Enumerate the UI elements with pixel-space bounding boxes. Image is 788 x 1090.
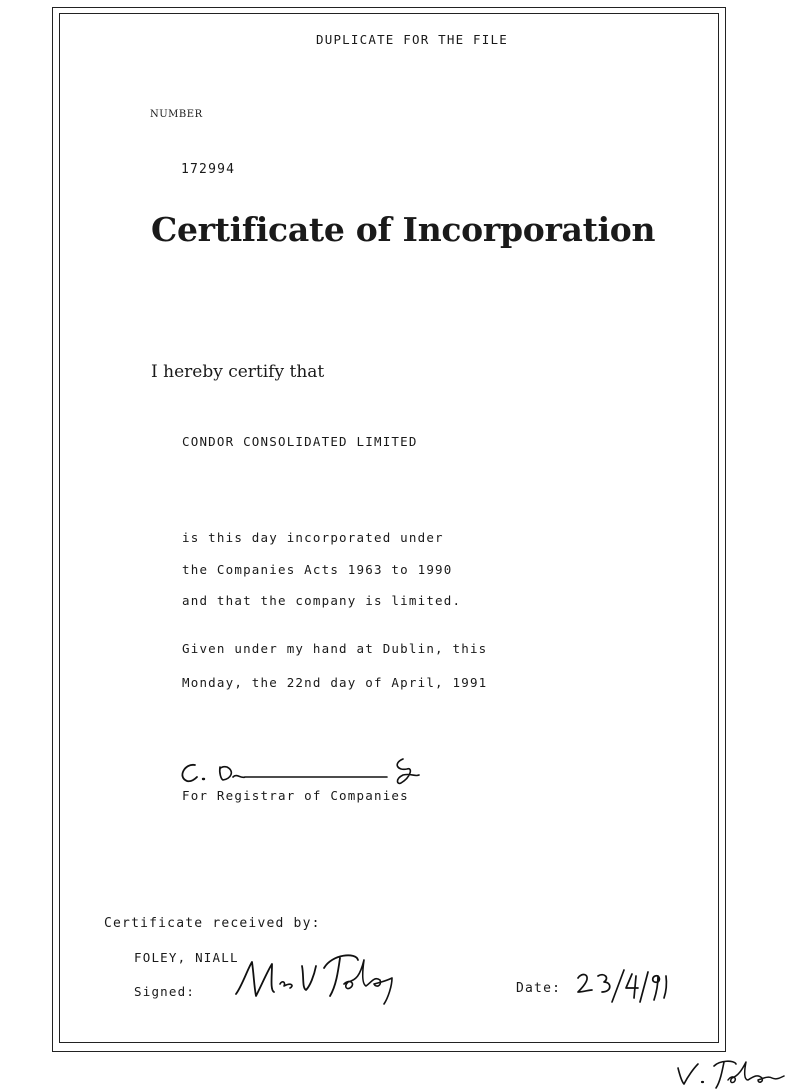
registrar-caption: For Registrar of Companies <box>182 788 409 803</box>
received-by-label: Certificate received by: <box>104 916 321 931</box>
date-label: Date: <box>516 981 562 996</box>
body-line: is this day incorporated under <box>182 530 444 545</box>
receiver-signature <box>232 946 402 1006</box>
company-name: CONDOR CONSOLIDATED LIMITED <box>182 434 418 449</box>
number-label: NUMBER <box>150 109 203 120</box>
inner-border <box>59 13 719 1043</box>
certify-line: I hereby certify that <box>151 362 325 382</box>
signed-label: Signed: <box>134 984 196 999</box>
body-line: and that the company is limited. <box>182 593 462 608</box>
receiver-name: FOLEY, NIALL <box>134 950 239 965</box>
registrar-signature <box>175 755 425 791</box>
body-line: Monday, the 22nd day of April, 1991 <box>182 675 488 690</box>
duplicate-header: DUPLICATE FOR THE FILE <box>316 32 508 47</box>
body-line: Given under my hand at Dublin, this <box>182 641 488 656</box>
handwritten-date <box>574 968 674 1008</box>
body-line: the Companies Acts 1963 to 1990 <box>182 562 453 577</box>
margin-initials <box>672 1058 788 1090</box>
certificate-number: 172994 <box>181 162 236 177</box>
certificate-title: Certificate of Incorporation <box>151 210 656 249</box>
